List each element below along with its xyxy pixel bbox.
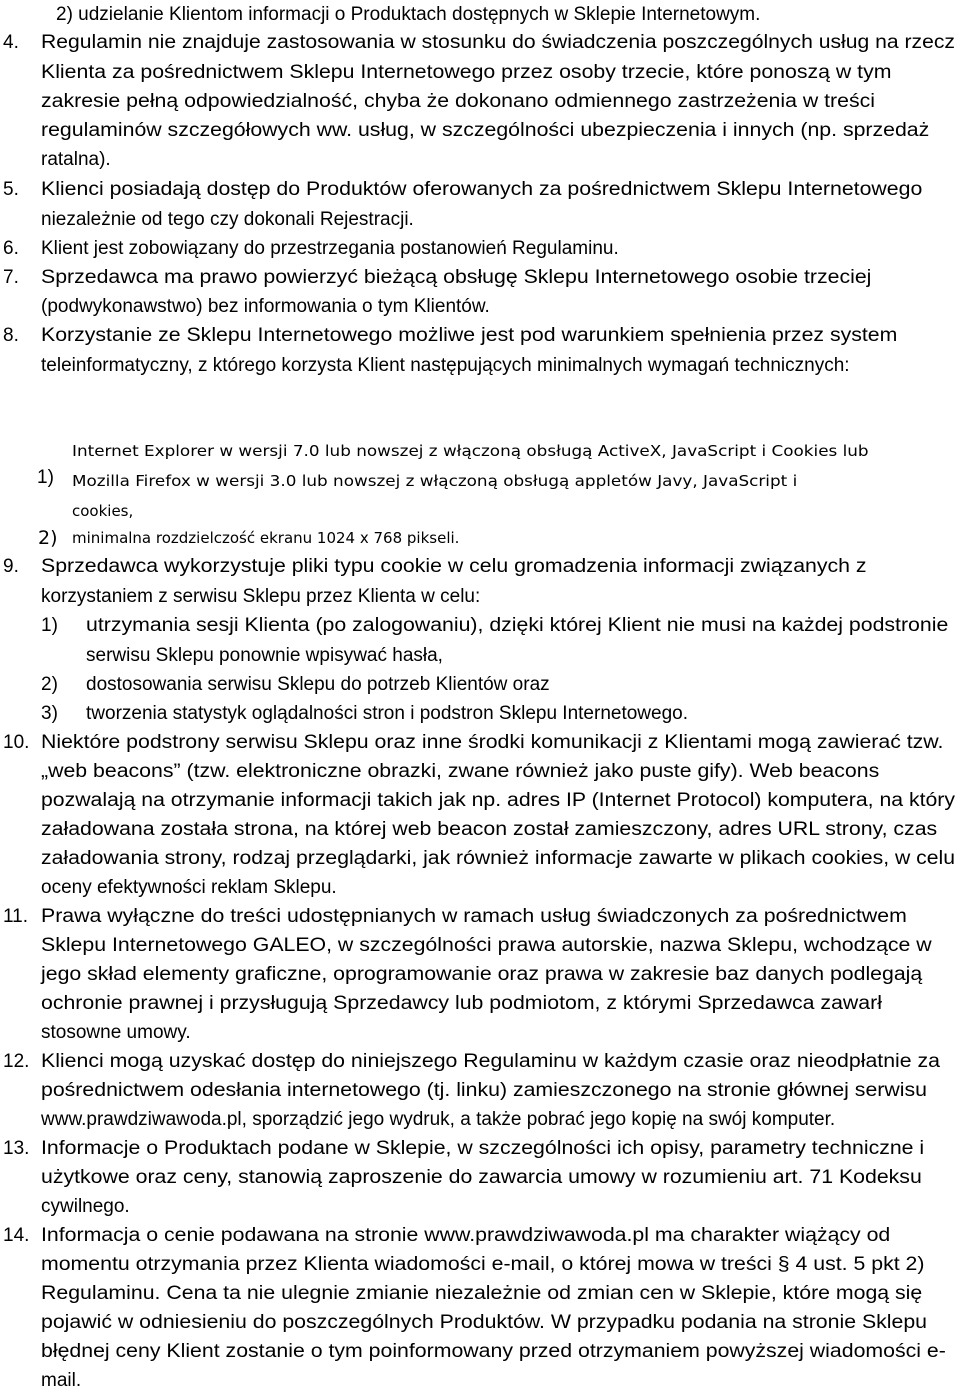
paragraph-number: 12. [3, 1051, 30, 1072]
text-line: teleinformatyczny, z którego korzysta Klient następujących minimalnych wymagań technicznych: [41, 355, 850, 376]
text-line: Sprzedawca wykorzystuje pliki typu cookie w celu gromadzenia informacji związanych z [41, 556, 867, 577]
paragraph-number: 1) [41, 615, 58, 636]
text-line: Informacja o cenie podawana na stronie www.prawdziwawoda.pl ma charakter wiążący od [41, 1225, 891, 1246]
text-line: pojawić w odniesieniu do poszczególnych Produktów. W przypadku podania na stronie Sklepu [41, 1312, 928, 1333]
paragraph-number: 10. [3, 732, 30, 753]
text-line: użytkowe oraz ceny, stanowią zaproszenie do zawarcia umowy w rozumieniu art. 71 Kodeksu [41, 1167, 922, 1188]
text-line: (podwykonawstwo) bez informowania o tym Klientów. [41, 296, 490, 317]
text-line: Regulamin nie znajduje zastosowania w stosunku do świadczenia poszczególnych usług na rzecz [41, 32, 955, 53]
text-line: „web beacons” (tzw. elektroniczne obrazki, zwane również jako puste gify). Web beacons [41, 761, 880, 782]
text-line: załadowania strony, rodzaj przeglądarki, jak również informacje zawarte w plikach cookies, w celu [41, 848, 956, 869]
text-line: Internet Explorer w wersji 7.0 lub nowszej z włączoną obsługą ActiveX, JavaScript i Cookies lub [72, 442, 869, 460]
text-line: serwisu Sklepu ponownie wpisywać hasła, [86, 645, 443, 666]
text-line: Regulaminu. Cena ta nie ulegnie zmianie niezależnie od zmian cen w Sklepie, które mogą się [41, 1283, 923, 1304]
text-line: Klient jest zobowiązany do przestrzegania postanowień Regulaminu. [41, 238, 619, 259]
text-line: Niektóre podstrony serwisu Sklepu oraz inne środki komunikacji z Klientami mogą zawierać tzw. [41, 732, 944, 753]
text-line: www.prawdziwawoda.pl, sporządzić jego wydruk, a także pobrać jego kopię na swój komputer. [41, 1109, 836, 1130]
text-line: momentu otrzymania przez Klienta wiadomości e-mail, o której mowa w treści § 4 ust. 5 pkt 2) [41, 1254, 925, 1275]
text-line: Klienci mogą uzyskać dostęp do niniejszego Regulaminu w każdym czasie oraz nieodpłatnie za [41, 1051, 940, 1072]
text-line: oceny efektywności reklam Sklepu. [41, 877, 337, 898]
text-line: utrzymania sesji Klienta (po zalogowaniu), dzięki której Klient nie musi na każdej podstronie [86, 615, 949, 636]
text-line: załadowana została strona, na której web beacon został zamieszczony, adres URL strony, czas [41, 819, 938, 840]
paragraph-number: 1) [37, 467, 54, 488]
text-line: Sklepu Internetowego GALEO, w szczególności prawa autorskie, nazwa Sklepu, wchodzące w [41, 935, 932, 956]
text-line: mail. [41, 1370, 82, 1391]
paragraph-number: 7. [3, 267, 19, 288]
paragraph-number: 13. [3, 1138, 30, 1159]
text-line: Korzystanie ze Sklepu Internetowego możliwe jest pod warunkiem spełnienia przez system [41, 325, 898, 346]
text-line: minimalna rozdzielczość ekranu 1024 x 768 pikseli. [72, 529, 460, 547]
paragraph-number: 5. [3, 179, 19, 200]
text-line: stosowne umowy. [41, 1022, 191, 1043]
paragraph-number: 11. [3, 906, 29, 927]
paragraph-number: 14. [3, 1225, 30, 1246]
text-line: Sprzedawca ma prawo powierzyć bieżącą obsługę Sklepu Internetowego osobie trzeciej [41, 267, 872, 288]
paragraph-number: 2) [41, 674, 58, 695]
text-line: Klienta za pośrednictwem Sklepu Internetowego przez osoby trzecie, które ponoszą w tym [41, 62, 892, 83]
paragraph-number: 2) [38, 527, 58, 549]
paragraph-number: 3) [41, 703, 58, 724]
paragraph-number: 6. [3, 238, 19, 259]
text-line: regulaminów szczegółowych ww. usług, w szczególności ubezpieczenia i innych (np. sprzedaż [41, 120, 930, 141]
text-line: Mozilla Firefox w wersji 3.0 lub nowszej z włączoną obsługą appletów Javy, JavaScript i [72, 472, 798, 490]
text-line: zakresie pełną odpowiedzialność, chyba że dokonano odmiennego zastrzeżenia w treści [41, 91, 875, 112]
text-line: ratalna). [41, 149, 111, 170]
text-line: błędnej ceny Klient zostanie o tym poinformowany przed otrzymaniem powyższej wiadomości e- [41, 1341, 946, 1362]
text-line: cookies, [72, 502, 134, 520]
text-line: pozwalają na otrzymanie informacji takich jak np. adres IP (Internet Protocol) komputera, na który [41, 790, 955, 811]
paragraph-number: 4. [3, 32, 19, 53]
paragraph-number: 8. [3, 325, 19, 346]
text-line: ochronie prawnej i przysługują Sprzedawcy lub podmiotom, z którymi Sprzedawca zawarł [41, 993, 882, 1014]
text-line: Informacje o Produktach podane w Sklepie, w szczególności ich opisy, parametry techniczne i [41, 1138, 925, 1159]
text-line: dostosowania serwisu Sklepu do potrzeb Klientów oraz [86, 674, 550, 695]
text-line: korzystaniem z serwisu Sklepu przez Klienta w celu: [41, 586, 481, 607]
text-line: Klienci posiadają dostęp do Produktów oferowanych za pośrednictwem Sklepu Internetowego [41, 179, 923, 200]
text-line: jego skład elementy graficzne, oprogramowanie oraz prawa w zakresie baz danych podlegają [41, 964, 923, 985]
text-line: Prawa wyłączne do treści udostępnianych w ramach usług świadczonych za pośrednictwem [41, 906, 907, 927]
text-line: 2) udzielanie Klientom informacji o Produktach dostępnych w Sklepie Internetowym. [56, 4, 761, 25]
text-line: niezależnie od tego czy dokonali Rejestracji. [41, 209, 414, 230]
text-line: cywilnego. [41, 1196, 130, 1217]
text-line: pośrednictwem odesłania internetowego (tj. linku) zamieszczonego na stronie głównej serwisu [41, 1080, 927, 1101]
text-line: tworzenia statystyk oglądalności stron i podstron Sklepu Internetowego. [86, 703, 688, 724]
paragraph-number: 9. [3, 556, 19, 577]
